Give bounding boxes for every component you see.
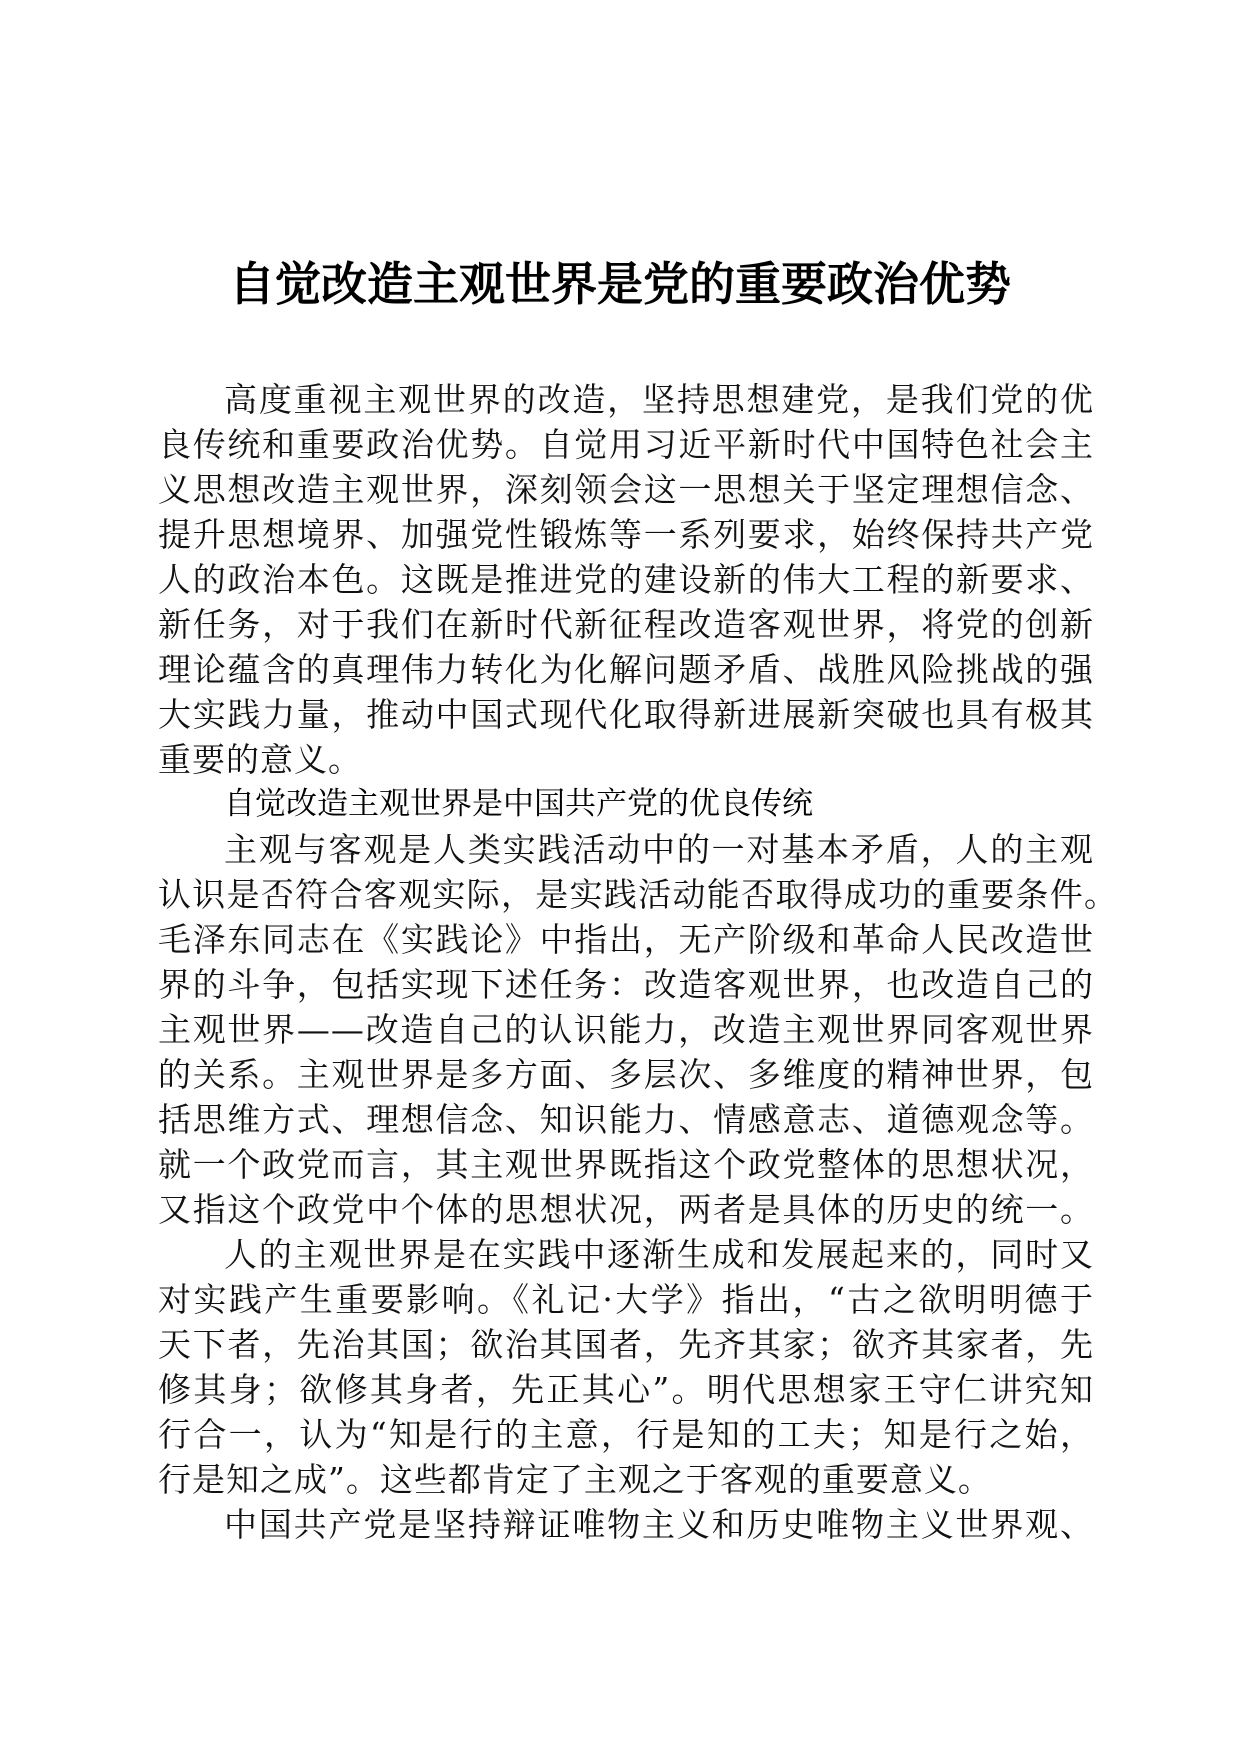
text-line: 天下者，先治其国；欲治其国者，先齐其家；欲齐其家者，先	[158, 1325, 1094, 1364]
section-heading: 自觉改造主观世界是中国共产党的优良传统	[224, 786, 813, 822]
text-line: 大实践力量，推动中国式现代化取得新进展新突破也具有极其	[158, 695, 1094, 734]
text-line: 行合一，认为“知是行的主意，行是知的工夫；知是行之始，	[158, 1415, 1094, 1454]
paragraph-party	[158, 1502, 1094, 1547]
document-body	[158, 377, 1118, 1547]
text-line: 人的主观世界是在实践中逐渐生成和发展起来的，同时又	[224, 1235, 1094, 1274]
paragraph-intro	[158, 377, 1094, 782]
paragraph-practice	[158, 1232, 1094, 1502]
text-line: 重要的意义。	[158, 740, 362, 779]
text-line: 修其身；欲修其身者，先正其心”。明代思想家王守仁讲究知	[158, 1370, 1094, 1409]
text-line: 就一个政党而言，其主观世界既指这个政党整体的思想状况，	[158, 1145, 1094, 1184]
text-line: 义思想改造主观世界，深刻领会这一思想关于坚定理想信念、	[158, 470, 1094, 509]
text-line: 认识是否符合客观实际，是实践活动能否取得成功的重要条件。	[158, 875, 1118, 914]
text-line: 的关系。主观世界是多方面、多层次、多维度的精神世界，包	[158, 1055, 1094, 1094]
text-line: 新任务，对于我们在新时代新征程改造客观世界，将党的创新	[158, 605, 1094, 644]
text-line: 理论蕴含的真理伟力转化为化解问题矛盾、战胜风险挑战的强	[158, 650, 1094, 689]
document-title: 自觉改造主观世界是党的重要政治优势	[229, 257, 1011, 311]
text-line: 主观与客观是人类实践活动中的一对基本矛盾，人的主观	[224, 830, 1094, 869]
text-line: 主观世界——改造自己的认识能力，改造主观世界同客观世界	[158, 1010, 1094, 1049]
text-line: 中国共产党是坚持辩证唯物主义和历史唯物主义世界观、	[224, 1505, 1094, 1544]
text-line: 提升思想境界、加强党性锻炼等一系列要求，始终保持共产党	[158, 515, 1094, 554]
text-line: 行是知之成”。这些都肯定了主观之于客观的重要意义。	[158, 1460, 992, 1499]
text-line: 对实践产生重要影响。《礼记·大学》指出，“古之欲明明德于	[158, 1280, 1094, 1319]
text-line: 良传统和重要政治优势。自觉用习近平新时代中国特色社会主	[158, 425, 1094, 464]
text-line: 人的政治本色。这既是推进党的建设新的伟大工程的新要求、	[158, 560, 1094, 599]
text-line: 括思维方式、理想信念、知识能力、情感意志、道德观念等。	[158, 1100, 1094, 1139]
text-line: 又指这个政党中个体的思想状况，两者是具体的历史的统一。	[158, 1190, 1094, 1229]
text-line: 高度重视主观世界的改造，坚持思想建党，是我们党的优	[224, 380, 1094, 419]
text-line: 毛泽东同志在《实践论》中指出，无产阶级和革命人民改造世	[158, 920, 1094, 959]
text-line: 界的斗争，包括实现下述任务：改造客观世界，也改造自己的	[158, 965, 1094, 1004]
paragraph-subjective-objective	[158, 827, 1118, 1232]
